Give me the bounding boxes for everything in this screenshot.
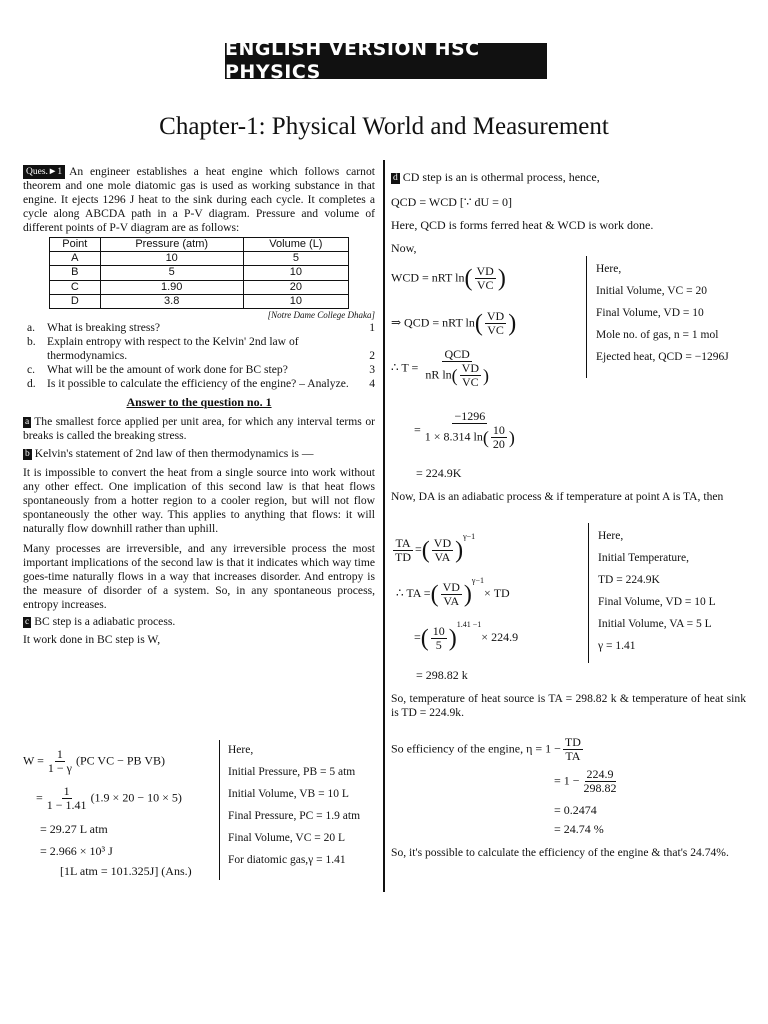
answer-c-work-line: It work done in BC step is W, xyxy=(23,633,161,647)
table-row: A 10 5 xyxy=(50,252,349,266)
qcd-note: Here, QCD is forms ferred heat & WCD is work done. xyxy=(391,218,654,232)
header-banner: ENGLISH VERSION HSC PHYSICS xyxy=(225,43,547,79)
given-cd: Here, Initial Volume, VC = 20 Final Volume, VD = 10 Mole no. of gas, n = 1 mol Ejected heat, QCD = −1296J xyxy=(596,263,729,363)
pv-table: Point Pressure (atm) Volume (L) A 10 5 B 5 10 C 1.90 20 D 3.8 10 xyxy=(49,237,349,309)
qcd2-equation: ⇒ QCD = nRT ln( $\frac{VD}{VC}$ ) xyxy=(391,309,517,338)
equation-w-result1: = 29.27 L atm xyxy=(40,822,108,836)
question-part: c. What will be the amount of work done for BC step? 3 xyxy=(27,362,375,376)
given-separator xyxy=(586,256,587,378)
left-column xyxy=(23,165,375,647)
given-separator xyxy=(588,523,589,663)
given-bc: Here, Initial Pressure, PB = 5 atm Initial Volume, VB = 10 L Final Pressure, PC = 1.9 atm Final Volume, VC = 20 L For diatomic gas,γ = 1.41 xyxy=(228,744,361,866)
question-part: d. Is it possible to calculate the efficiency of the engine? – Analyze. 4 xyxy=(27,376,375,390)
final-conclusion: So, it's possible to calculate the efficiency of the engine & that's 24.74%. xyxy=(391,846,729,859)
given-separator xyxy=(219,740,220,880)
answer-b-p2: Many processes are irreversible, and any irreversible process the most important implications of the second law is that it indicates which way time goes-time naturally flows in a way that increases disorder. And entropy is the measure of disorder of a system. So, in any spontaneous process, entropy increases. xyxy=(23,542,375,612)
t-calc: = −1296 1 × 8.314 ln( $\frac{10}{20}$ ) xyxy=(414,409,515,452)
table-row: C 1.90 20 xyxy=(50,280,349,294)
ta-calc: =( $\frac{10}{5}$ )$^{1.41 -1}$× 224.9 xyxy=(414,620,519,652)
given-da: Here, Initial Temperature, TD = 224.9K Final Volume, VD = 10 L Initial Volume, VA = 5 L γ = 1.41 xyxy=(598,530,716,652)
answer-b-lead: b Kelvin's statement of 2nd law of then thermodynamics is — xyxy=(25,447,314,461)
efficiency-result2: = 24.74 % xyxy=(554,822,604,836)
equation-w-result2: = 2.966 × 10³ J xyxy=(40,844,113,858)
equation-w-sub: = $\frac{1}{1 - 1.41}$ (1.9 × 20 − 10 × 5) xyxy=(36,784,182,813)
answer-d-lead: d CD step is an is othermal process, hence, xyxy=(393,170,600,184)
qcd-equation: QCD = WCD [∵ dU = 0] xyxy=(391,195,512,209)
temperature-conclusion: So, temperature of heat source is TA = 298.82 k & temperature of heat sink is TD = 224.9k. xyxy=(391,692,746,719)
answer-b-p1: It is impossible to convert the heat from a single source into work without any other effect. One implication of this second law is that heat flows spontaneously from a hotter region to a cooler region, but will not flow spontaneously the other way. This applies to anything that flows: it will naturally flow downhill rather than uphill. xyxy=(23,466,375,536)
efficiency-equation: So efficiency of the engine, η = 1 − $\frac{TD}{TA}$ xyxy=(391,735,581,764)
ta-result: = 298.82 k xyxy=(416,668,468,682)
question-part: a. What is breaking stress? 1 xyxy=(27,320,375,334)
conversion-note: [1L atm = 101.325J] (Ans.) xyxy=(60,864,192,878)
ta-ratio-equation: $\frac{TA}{TD}$ =( $\frac{VD}{VA}$ )$^{\gamma-1}$ xyxy=(395,532,476,564)
answer-a: a The smallest force applied per unit area, for which any interval terms or breaks is called the breaking stress. xyxy=(23,415,375,443)
question-source: [Notre Dame College Dhaka] xyxy=(267,309,375,320)
wcd-equation: WCD = nRT ln( $\frac{VD}{VC}$ ) xyxy=(391,264,506,293)
equation-w: W = $\frac{1}{1 - \gamma}$ (PC VC − PB VB) xyxy=(23,747,165,776)
efficiency-calc: = 1 − $\frac{224.9}{298.82}$ xyxy=(554,767,617,796)
question-part: b. Explain entropy with respect to the Kelvin' 2nd law of thermodynamics. 2 xyxy=(27,334,375,362)
table-row: B 5 10 xyxy=(50,266,349,280)
ta-equation: ∴ TA =( $\frac{VD}{VA}$ )$^{\gamma-1}$× TD xyxy=(396,576,510,608)
da-statement: Now, DA is an adiabatic process & if temperature at point A is TA, then xyxy=(391,490,724,503)
page-title: Chapter-1: Physical World and Measurement xyxy=(159,113,609,140)
t-equation: ∴ T = QCD nR ln( $\frac{VD}{VC}$ ) xyxy=(391,347,489,390)
column-divider xyxy=(383,160,385,892)
answer-c-lead: c BC step is a adiabatic process. xyxy=(25,615,176,629)
table-row: D 3.8 10 xyxy=(50,294,349,308)
efficiency-result1: = 0.2474 xyxy=(554,803,597,817)
question-text: Ques.►1 An engineer establishes a heat engine which follows carnot theorem and one mole diatomic gas is used as working substance in that engine. It ejects 1296 J heat to the sink during each cycle. It completes a cycle along ABCDA path in a P-V diagram. Pressure and volume of different points of P-V diagram are as follows: xyxy=(23,165,375,234)
now-label: Now, xyxy=(391,241,417,255)
question-label: Ques.►1 xyxy=(23,165,65,179)
answer-heading: Answer to the question no. 1 xyxy=(126,394,272,409)
t-result: = 224.9K xyxy=(416,466,462,480)
